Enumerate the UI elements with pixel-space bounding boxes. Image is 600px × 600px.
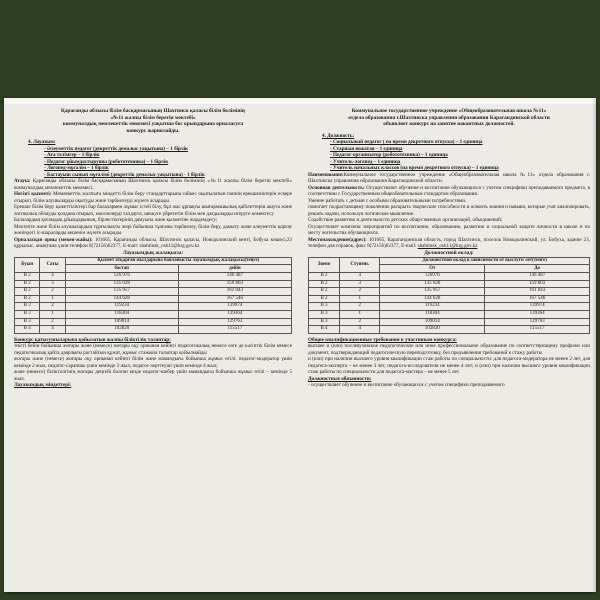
kz-activity-label: Негізгі қызметі:	[14, 191, 52, 198]
table-cell: 144 628	[65, 295, 178, 303]
table-cell: 115517	[485, 326, 590, 334]
table-cell: В 2	[15, 295, 40, 303]
kz-name-label: Атауы:	[14, 178, 31, 185]
kz-position-item: - Педагог ұйымдастырушы (робототехника) – 1 бірлік	[44, 158, 169, 165]
ru-positions-heading: 4. Должность:	[322, 132, 355, 139]
table-cell: 161 043	[485, 288, 590, 296]
table-cell: 4	[340, 326, 380, 334]
table-cell: 146 487	[485, 272, 590, 280]
ru-name-label: Наименование:	[308, 171, 344, 178]
table-cell: 135 957	[65, 288, 178, 296]
kz-col-header-from: бастап	[65, 265, 178, 273]
kz-header-line: коммуналдық мемлекеттік мекемесі уақытша бос орындарына орналасуға	[62, 121, 244, 128]
ru-header-line: отдела образования г.Шахтинска управления образования Карагандинской области	[348, 114, 550, 121]
table-cell: В 3	[15, 311, 40, 319]
table-row	[15, 326, 292, 334]
ru-activity-text: Осуществляет обучение и воспитание обучающихся с учетом специфики преподаваемого предмета, в соответствии с Государственным общеобязательным стандартом образования.	[308, 184, 591, 198]
ru-paragraph: Содействие развитию и деятельности детских общественных организаций, объединений;	[308, 217, 503, 224]
table-cell: 139364	[485, 310, 590, 318]
table-cell: 159 803	[178, 280, 291, 288]
ru-paragraph: Умение работать с детьми с особыми образовательными потребностями.	[308, 197, 467, 204]
kz-paragraph: Ерекше білім беру қажеттіліктері бар балалармен жұмыс істей білу, бұл жас ұрпақты шығармашылық қабілеттерін ашуға және логикалық ойлауды қолдана отырып, мәселелерді талдауға, шешуге үйрететін білім мен дағдыларды игеруге көмектесу	[14, 204, 292, 217]
table-cell: 119234	[65, 303, 178, 311]
table-cell: 161 043	[178, 288, 291, 296]
kz-salary-table	[14, 257, 292, 334]
table-cell: 139974	[485, 303, 590, 311]
kz-header-line: конкурс жариялайды.	[126, 127, 180, 134]
ru-location-text: 101605, Карагандинская область, город Шахтинск, поселок Новодолинский, ул. Бобуха, здание 23, телефон для справок, факс 8(72156)62377, E-mail:	[308, 236, 591, 250]
kz-header-line: Қарағанды облысы білім басқармасының Шахтинск қаласы білім бөлімінің	[61, 108, 245, 114]
table-cell: 4	[40, 273, 65, 281]
ru-location-label: Местонахождение(адрес):	[308, 236, 367, 243]
sheet-top-edge	[4, 98, 596, 104]
table-cell: 2	[340, 303, 380, 311]
table-cell: 2	[340, 318, 380, 326]
russian-column	[308, 108, 590, 389]
ru-salary-table	[308, 257, 590, 334]
kz-activity-text: Мемлекеттік жалпыға міндетті білім беру стандарттарына сәйкес оқытылатын пәннің ерекшеліктерін ескере отырып, білім алушыларды оқытуды және тәрбиелеуді жүзеге асырады.	[14, 191, 292, 204]
ru-col-header: Должностной оклад в зависимости от выслуги лет(тенге)	[380, 257, 590, 265]
table-cell: 129763	[178, 318, 291, 326]
table-cell: В 4	[309, 326, 340, 334]
table-cell: 2	[340, 288, 380, 296]
kazakh-column	[14, 108, 292, 389]
table-cell: В 2	[309, 280, 340, 288]
table-row	[309, 288, 590, 296]
kz-salary-caption: Лауазымдық жалақысы:	[122, 249, 184, 256]
kz-header	[14, 108, 292, 134]
table-row	[15, 318, 292, 326]
ru-req-text: высшее и (или) послевузовское педагогическое или иное профессиональное образование по соответствующему профилю или документ, подтверждающий педагогическую переподготовку, без предъявления требований к стажу работы	[308, 343, 590, 356]
table-row	[309, 295, 590, 303]
ru-header	[308, 108, 590, 128]
table-row	[309, 326, 590, 334]
ru-col-header-to: До	[485, 265, 590, 273]
kz-req-text: жоғары және (немесе) жоғары оқу орнынан кейінгі білім және мамандығы бойынша жұмыс өтілі: педагог-модератор үшін кемінде 2 жыл, педагог-сарапшы үшін кемінде 3 жыл, педагог-зерттеуші үшін кемінде 4 жыл;	[14, 356, 292, 369]
table-cell: 139974	[178, 303, 291, 311]
kz-req-heading: Конкурс қатысушыларына қойылатын жалпы біліктілік талаптар:	[14, 336, 171, 343]
table-row	[15, 303, 292, 311]
table-cell: В 2	[15, 273, 40, 281]
table-cell: В 2	[309, 295, 340, 303]
ru-duties-heading: Должностные обязанности:	[308, 375, 372, 382]
ru-salary-caption: Должностной оклад:	[424, 249, 474, 256]
ru-col-header: Ступень	[340, 257, 380, 272]
ru-position-item: - Педагог-организатор (робототехника) – 1 единица	[330, 152, 448, 159]
ru-name-text: Коммунальное государственное учреждение «Общеобразовательная школа №11» отдела образования г. Шахтинска управления образования Карагандинской области.	[308, 171, 590, 185]
table-cell: В 4	[15, 326, 40, 334]
table-cell: В 2	[309, 272, 340, 280]
table-cell: В 3	[309, 303, 340, 311]
kz-duties-heading: Лауазымдық міндеттері:	[14, 382, 72, 389]
table-cell: 129763	[485, 318, 590, 326]
table-cell: 135 957	[380, 288, 485, 296]
table-cell: 159 803	[485, 280, 590, 288]
table-cell: 144 628	[380, 295, 485, 303]
table-cell: 167 546	[485, 295, 590, 303]
ru-position-item: - Учитель-логопед – 1 единица	[330, 158, 401, 165]
kz-paragraph: Мектепте және білім алушылардың тұрғылықты жері бойынша тұлғаны тәрбиелеу, білім беру, дамыту және әлеуметтік қорғау жөніндегі іс-шараларды кешенін жүзеге асырады.	[14, 223, 292, 237]
ru-position-item: - Учитель начальных классов (на время декретного отпуска) – 1 единица	[330, 165, 499, 172]
ru-req-text: и (или) при наличии высшего уровня квалификации стаж работы по специальности: для педагога-модератора не менее 2 лет, для педагога-эксперта – не менее 3 лет, педагога-исследователя не менее 4 лет; и (или) при наличии высшего уровня квалификации стаж работы по специальности для педагога-мастера – не менее 5 лет.	[308, 356, 590, 376]
table-cell: 167 546	[178, 295, 291, 303]
kz-header-line: «№11 жалпы білім беретін мектебі»	[110, 114, 196, 121]
ru-col-header: Звено	[309, 257, 340, 272]
table-cell: 109014	[65, 318, 178, 326]
table-cell: 118304	[65, 311, 178, 319]
table-cell: 102820	[380, 326, 485, 334]
table-cell: 119234	[380, 303, 485, 311]
table-row	[309, 310, 590, 318]
ru-name-paragraph	[308, 172, 590, 185]
table-cell: 3	[340, 280, 380, 288]
kz-col-header: Буын	[15, 257, 40, 272]
table-cell: 135 028	[380, 280, 485, 288]
kz-position-item: - Логопед-мұғалім – 1 бірлік	[44, 165, 109, 172]
ru-req-heading: Общие квалификационные требования к участникам конкурса:	[308, 336, 457, 343]
page-curl-shadow	[592, 98, 596, 592]
kz-name-text: Қарағанды облысы білім басқармасының Шахтинск қаласы білім бөлімінің «№11 жалпы білім беретін мектебі» коммуналдық мемлекеттік мекемесі.	[14, 178, 292, 191]
ru-email-link[interactable]: shahtinsk_osh11@krg.gov.kz	[417, 243, 478, 250]
table-cell: В 3	[309, 318, 340, 326]
table-row	[15, 280, 292, 288]
kz-activity-paragraph	[14, 191, 292, 204]
table-cell: 2	[40, 318, 65, 326]
ru-activity-label: Основная деятельность:	[308, 184, 365, 191]
table-cell: 1	[40, 311, 65, 319]
table-cell: В 2	[309, 288, 340, 296]
kz-col-header: Қызмет атқарған жылдарына байланысты лауазымдық жалақысы(теңге)	[65, 257, 291, 265]
table-cell: 2	[40, 288, 65, 296]
table-row	[15, 311, 292, 319]
table-cell: 1	[340, 295, 380, 303]
kz-positions-heading: 4. Лауазым:	[28, 139, 56, 146]
kz-position-item: - Әлеуметтік педагог (декреттік демалыс уақытына) – 1 бірлік	[44, 145, 188, 152]
table-cell: В 3	[15, 303, 40, 311]
ru-header-line: Коммунальное государственное учреждение «Общеобразовательная школа №11»	[351, 108, 547, 114]
table-cell: 2	[40, 303, 65, 311]
ru-position-item: - Социальный педагог ( на время декретного отпуска) – 1 единица	[330, 139, 483, 146]
kz-req-text: тиісті бейін бойынша жоғары және (немесе) жоғары оқу орнынан кейінгі педагогикалық немесе өзге де кәсіптік білім немесе педагогикалық қайта даярлығы растайтын құжат, жұмыс стажына талаптар қойылмайды	[14, 343, 292, 356]
ru-duties-text: - осуществляет обучение и воспитание обучающихся с учетом специфики преподаваемого	[308, 382, 505, 389]
table-cell: 3	[40, 280, 65, 288]
table-cell: 4	[340, 272, 380, 280]
ru-header-line: объявляет конкурс на занятие вакантных должностей.	[383, 121, 515, 128]
table-row	[309, 318, 590, 326]
table-cell: 146 487	[178, 273, 291, 281]
ru-paragraph: Осуществляет комплекс мероприятий по воспитанию, образованию, развитию и социальной защите личности в школе и по месту жительства обучающихся.	[308, 223, 590, 237]
ru-col-header-from: От	[380, 265, 485, 273]
kz-position-item: - Аға тәлімгер – 1 бірлік	[44, 152, 100, 159]
table-cell: 135 028	[65, 280, 178, 288]
table-cell: В 2	[15, 288, 40, 296]
table-row	[309, 280, 590, 288]
table-cell: 1	[40, 295, 65, 303]
ru-activity-paragraph	[308, 185, 590, 198]
table-cell: В 3	[15, 318, 40, 326]
table-row	[15, 273, 292, 281]
kz-position-item: - Бастауыш сынып мұғалімі (декреттік демалыс уақытына) - 1 бірлік	[44, 171, 205, 178]
table-row	[15, 288, 292, 296]
table-cell: 139364	[178, 311, 291, 319]
kz-col-header-to: дейін	[178, 265, 291, 273]
table-cell: 115517	[178, 326, 291, 334]
table-row	[309, 272, 590, 280]
announcement-sheet	[4, 98, 596, 592]
table-cell: В 2	[15, 280, 40, 288]
kz-address-paragraph	[14, 237, 292, 250]
ru-location-paragraph	[308, 237, 590, 250]
table-cell: 126976	[380, 272, 485, 280]
table-row	[15, 295, 292, 303]
table-cell: В 3	[309, 310, 340, 318]
ru-position-item: - Старшая вожатая – 1 единица	[330, 145, 403, 152]
table-cell: 126 976	[65, 273, 178, 281]
table-row	[309, 303, 590, 311]
kz-name-paragraph	[14, 178, 292, 191]
kz-col-header: Саты	[40, 257, 65, 272]
table-cell: 4	[40, 326, 65, 334]
kz-paragraph: Балалардың қоғамдық ұйымдарының, бірлестіктерінің дамуына және қызметіне жәрдемдесу;	[14, 217, 218, 224]
kz-req-text: және (немесе) біліктілігінің жоғары деңгейі болған кезде педагог-шебер үшін мамандығы бойынша жұмыс өтілі – кемінде 5 жыл.	[14, 369, 292, 382]
kz-address-text: 101605, Қарағанды облысы, Шахтинск қаласы, Новодолинский кенті, Бобуха көшесі,23 құрылыс, анықтама үшін телефон 8(72156)62377, E-mail: shahtinsk_osh11@krg.gov.kz	[14, 236, 292, 250]
table-cell: 109014	[380, 318, 485, 326]
table-cell: 118304	[380, 310, 485, 318]
ru-paragraph: помогает подрастающему поколению раскрыть творческие способности и освоить знания и навыки, которые учат анализировать, решать задачи, используя логическое мышление.	[308, 204, 590, 217]
table-cell: 1	[340, 310, 380, 318]
kz-address-label: Орналасқан орны (мекен-жайы):	[14, 236, 93, 243]
table-cell: 102820	[65, 326, 178, 334]
